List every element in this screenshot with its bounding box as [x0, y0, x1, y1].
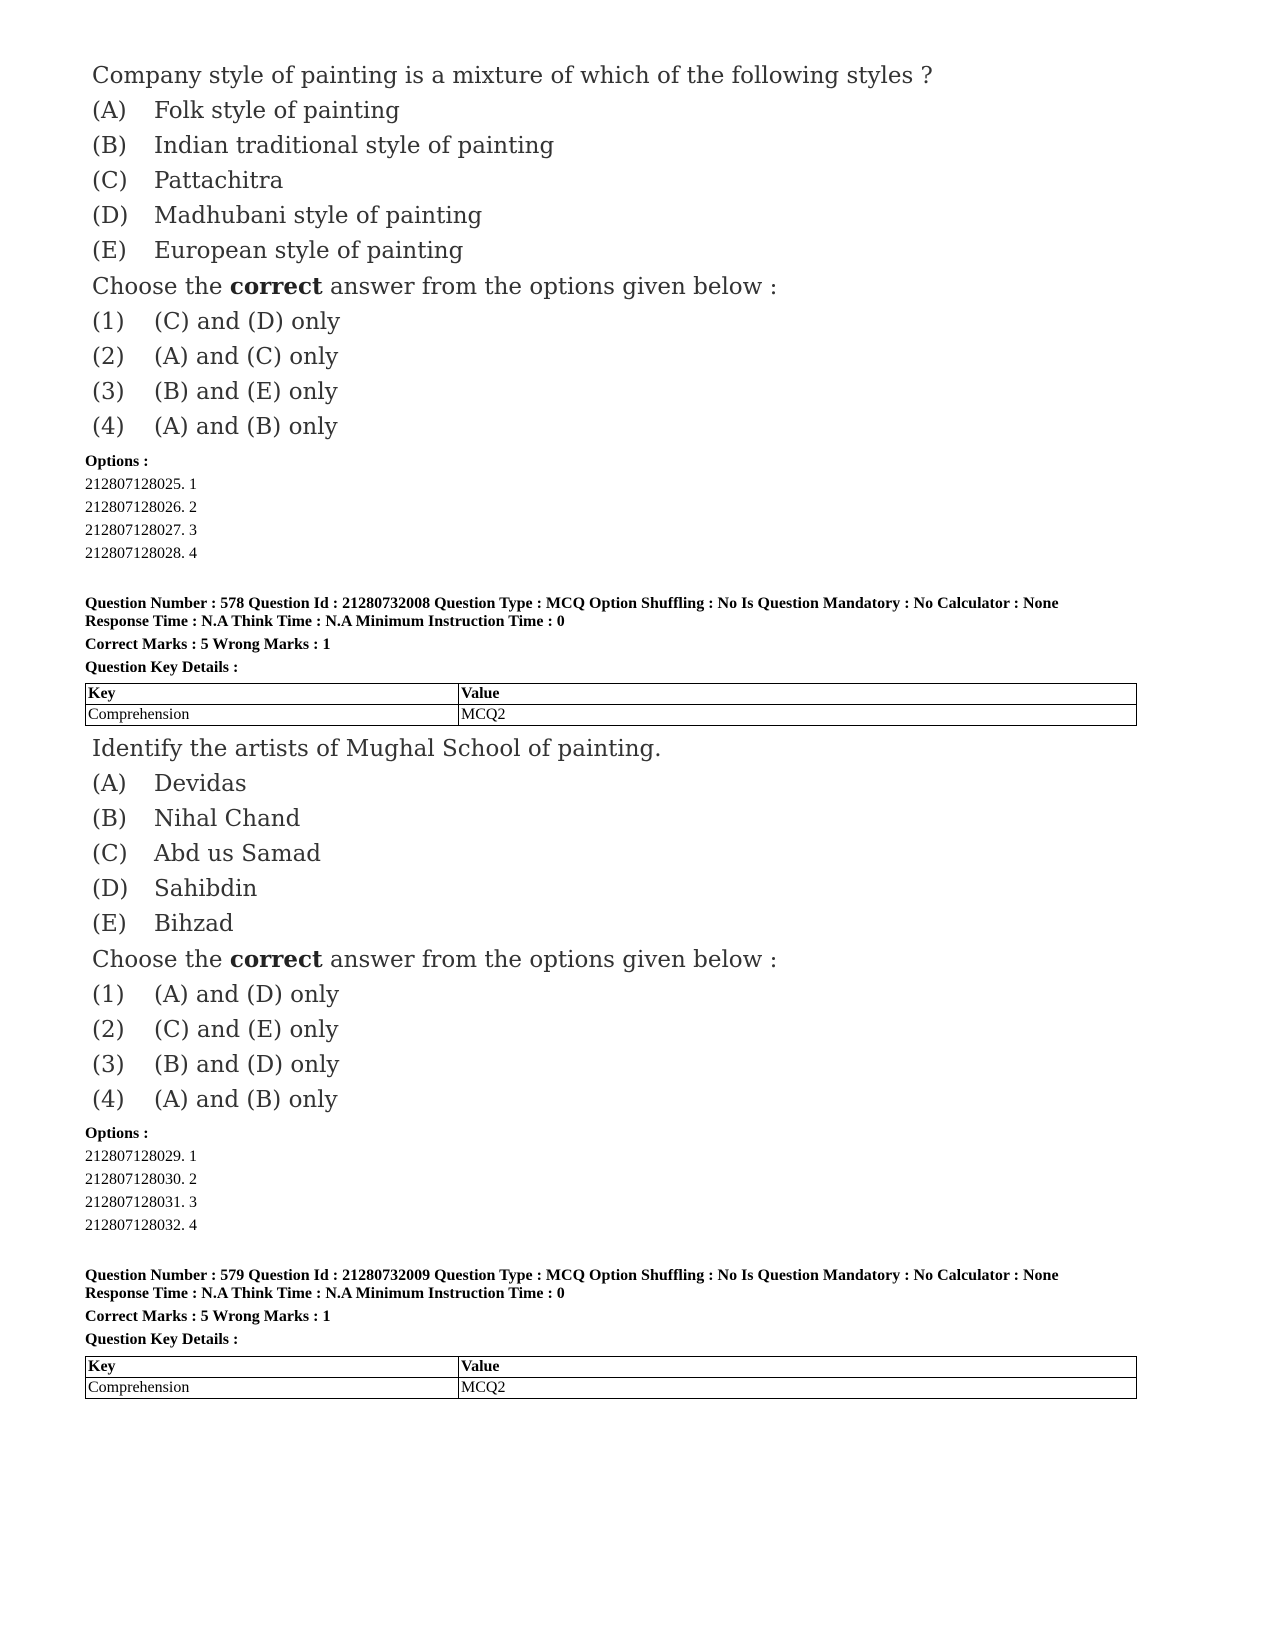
question-header-578 — [85, 595, 1059, 679]
answer-choice: (4) (A) and (B) only — [92, 414, 338, 440]
answer-choice: (4) (A) and (B) only — [92, 1087, 338, 1113]
key-column-header: Key — [86, 1357, 459, 1378]
question-stem: Company style of painting is a mixture of which of the following styles ? — [92, 63, 933, 89]
value-column-header: Value — [459, 684, 1137, 705]
question-meta-line: Question Number : 579 Question Id : 21280732009 Question Type : MCQ Option Shuffling : No Is Question Mandatory : No Calculator : None — [85, 1267, 1059, 1284]
statement-item: (B) Nihal Chand — [92, 806, 301, 832]
question-meta-line: Question Number : 578 Question Id : 21280732008 Question Type : MCQ Option Shuffling : No Is Question Mandatory : No Calculator : None — [85, 595, 1059, 612]
marks-line: Correct Marks : 5 Wrong Marks : 1 — [85, 636, 331, 653]
option-id: 212807128027. 3 — [85, 522, 197, 539]
statement-item: (A) Folk style of painting — [92, 98, 400, 124]
value-column-header: Value — [459, 1357, 1137, 1378]
option-id: 212807128031. 3 — [85, 1194, 197, 1211]
options-heading: Options : — [85, 1125, 149, 1142]
question-image-578 — [92, 732, 777, 1118]
key-cell: Comprehension — [86, 1378, 459, 1399]
statement-item: (E) Bihzad — [92, 911, 234, 937]
answer-choice: (1) (C) and (D) only — [92, 309, 341, 335]
answer-choice: (1) (A) and (D) only — [92, 982, 340, 1008]
question-meta-line: Response Time : N.A Think Time : N.A Minimum Instruction Time : 0 — [85, 1285, 565, 1302]
option-id: 212807128025. 1 — [85, 476, 197, 493]
statement-item: (E) European style of painting — [92, 238, 464, 264]
option-id: 212807128030. 2 — [85, 1171, 197, 1188]
question-key-table-578 — [85, 683, 1137, 726]
answer-choice: (3) (B) and (E) only — [92, 379, 338, 405]
options-list-577 — [85, 450, 197, 565]
marks-line: Correct Marks : 5 Wrong Marks : 1 — [85, 1308, 331, 1325]
options-heading: Options : — [85, 453, 149, 470]
option-id: 212807128032. 4 — [85, 1217, 197, 1234]
option-id: 212807128028. 4 — [85, 545, 197, 562]
value-cell: MCQ2 — [459, 1378, 1137, 1399]
choose-instruction: Choose the correct answer from the options given below : — [92, 946, 778, 973]
choose-instruction: Choose the correct answer from the options given below : — [92, 273, 778, 300]
answer-choice: (2) (A) and (C) only — [92, 344, 339, 370]
question-image-577 — [92, 59, 933, 445]
table-row — [86, 1378, 1137, 1399]
statement-item: (D) Sahibdin — [92, 876, 258, 902]
statement-item: (D) Madhubani style of painting — [92, 203, 483, 229]
key-column-header: Key — [86, 684, 459, 705]
answer-choice: (2) (C) and (E) only — [92, 1017, 339, 1043]
table-row — [86, 705, 1137, 726]
statement-item: (A) Devidas — [92, 771, 247, 797]
option-id: 212807128026. 2 — [85, 499, 197, 516]
question-meta-line: Response Time : N.A Think Time : N.A Minimum Instruction Time : 0 — [85, 613, 565, 630]
statement-item: (B) Indian traditional style of painting — [92, 133, 555, 159]
key-cell: Comprehension — [86, 705, 459, 726]
question-stem: Identify the artists of Mughal School of painting. — [92, 736, 662, 762]
question-header-579 — [85, 1267, 1059, 1351]
statement-item: (C) Pattachitra — [92, 168, 284, 194]
options-list-578 — [85, 1122, 197, 1237]
answer-choice: (3) (B) and (D) only — [92, 1052, 340, 1078]
option-id: 212807128029. 1 — [85, 1148, 197, 1165]
question-key-table-579 — [85, 1356, 1137, 1399]
value-cell: MCQ2 — [459, 705, 1137, 726]
statement-item: (C) Abd us Samad — [92, 841, 322, 867]
key-details-heading: Question Key Details : — [85, 1331, 239, 1348]
key-details-heading: Question Key Details : — [85, 659, 239, 676]
